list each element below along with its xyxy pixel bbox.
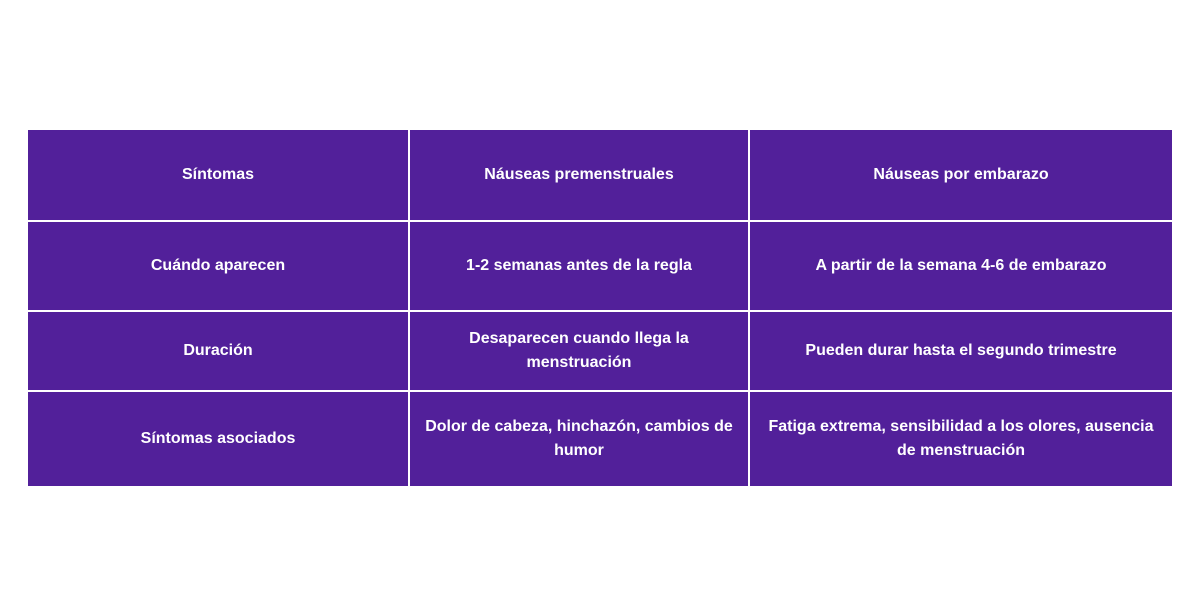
table-row bbox=[28, 221, 1172, 311]
header-cell-pregnancy-nausea: Náuseas por embarazo bbox=[749, 130, 1172, 221]
table-cell: Fatiga extrema, sensibilidad a los olores, ausencia de menstruación bbox=[749, 391, 1172, 486]
header-cell-premenstrual-nausea: Náuseas premenstruales bbox=[409, 130, 749, 221]
table-cell: Dolor de cabeza, hinchazón, cambios de humor bbox=[409, 391, 749, 486]
comparison-table-container bbox=[28, 130, 1172, 486]
table-cell: 1-2 semanas antes de la regla bbox=[409, 221, 749, 311]
comparison-table bbox=[28, 130, 1172, 486]
header-cell-symptoms: Síntomas bbox=[28, 130, 409, 221]
row-label-duration: Duración bbox=[28, 311, 409, 391]
table-header-row bbox=[28, 130, 1172, 221]
table-row bbox=[28, 311, 1172, 391]
table-row bbox=[28, 391, 1172, 486]
table-cell: A partir de la semana 4-6 de embarazo bbox=[749, 221, 1172, 311]
row-label-associated-symptoms: Síntomas asociados bbox=[28, 391, 409, 486]
table-cell: Desaparecen cuando llega la menstruación bbox=[409, 311, 749, 391]
row-label-when-appear: Cuándo aparecen bbox=[28, 221, 409, 311]
table-cell: Pueden durar hasta el segundo trimestre bbox=[749, 311, 1172, 391]
